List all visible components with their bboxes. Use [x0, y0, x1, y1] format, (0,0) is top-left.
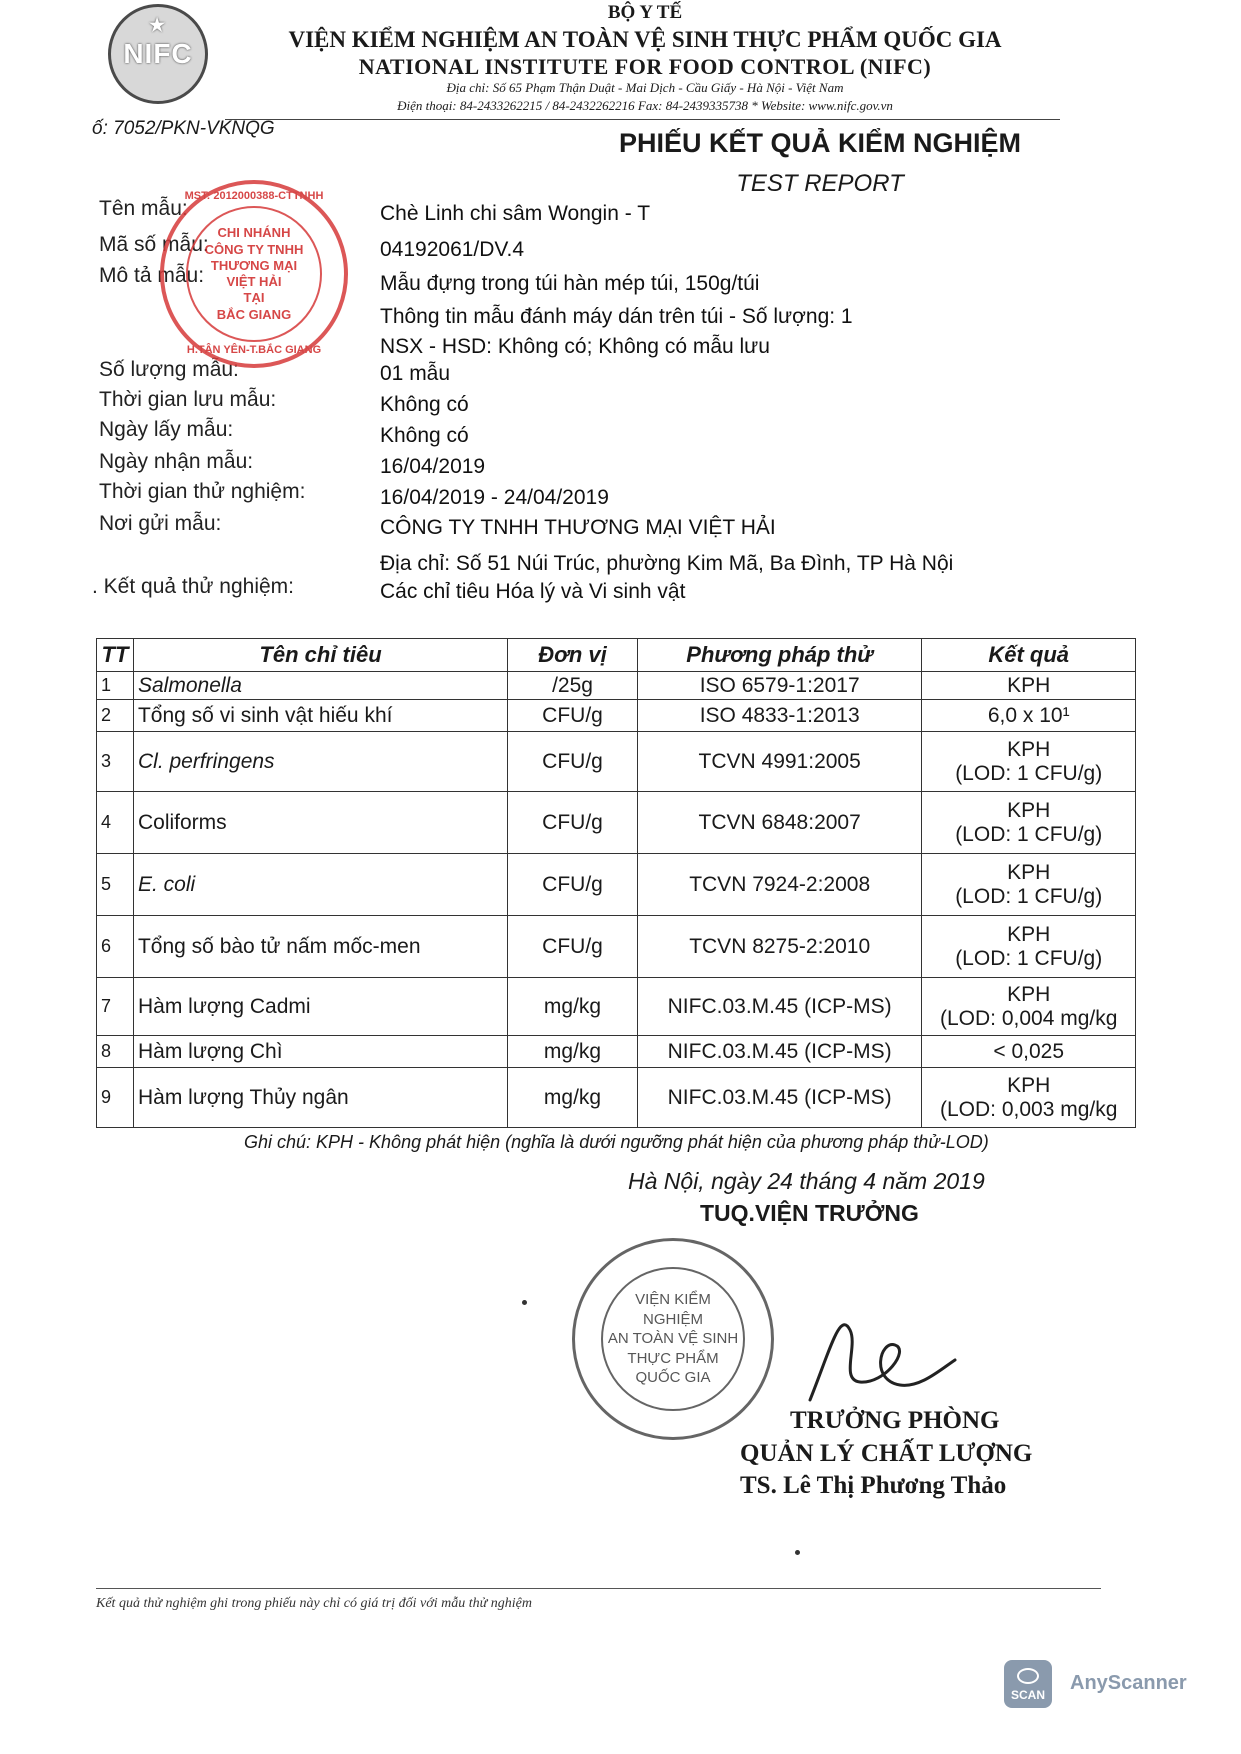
footer-disclaimer: Kết quả thử nghiệm ghi trong phiếu này chỉ có giá trị đối với mẫu thử nghiệm [96, 1596, 532, 1611]
row-method: TCVN 7924-2:2008 [637, 854, 922, 916]
header-result: Kết quả [922, 639, 1136, 672]
stamp-line: CHI NHÁNH [217, 225, 291, 241]
results-table [96, 638, 1136, 1128]
row-method: ISO 4833-1:2013 [637, 700, 922, 732]
scanner-app-name: AnyScanner [1070, 1672, 1187, 1694]
field-label-sender: Nơi gửi mẫu: [99, 512, 222, 535]
institute-contact: Điện thoại: 84-2433262215 / 84-2432262216 Fax: 84-2439335738 * Website: www.nifc.gov.vn [397, 98, 893, 113]
institute-stamp [572, 1238, 774, 1440]
field-value-test-period: 16/04/2019 - 24/04/2019 [380, 486, 609, 509]
signer-name: TS. Lê Thị Phương Thảo [740, 1472, 1007, 1499]
stamp-line: CÔNG TY TNHH [204, 241, 304, 257]
row-item: Tổng số bào tử nấm mốc-men [133, 916, 507, 978]
signer-position-1: TRƯỞNG PHÒNG [790, 1407, 1000, 1434]
field-label-sample-name: Tên mẫu: [99, 197, 188, 220]
report-number: ố: 7052/PKN-VKNQG [92, 118, 275, 139]
row-result-cell [922, 1068, 1136, 1128]
row-no: 4 [97, 792, 134, 854]
row-result: KPH [1007, 982, 1051, 1006]
row-item: Coliforms [133, 792, 507, 854]
row-method: TCVN 4991:2005 [637, 732, 922, 792]
row-no: 9 [97, 1068, 134, 1128]
field-label-result: . Kết quả thử nghiệm: [92, 575, 295, 598]
row-item: Salmonella [133, 672, 507, 700]
field-label-sample-code: Mã số mẫu: [99, 233, 209, 256]
institute-name-en: NATIONAL INSTITUTE FOR FOOD CONTROL (NIFC) [358, 54, 932, 79]
table-row [97, 792, 1136, 854]
row-method: NIFC.03.M.45 (ICP-MS) [637, 1068, 922, 1128]
row-no: 6 [97, 916, 134, 978]
row-item: Tổng số vi sinh vật hiếu khí [133, 700, 507, 732]
row-no: 1 [97, 672, 134, 700]
row-unit: mg/kg [508, 1036, 638, 1068]
scanner-app-icon [1004, 1660, 1052, 1708]
row-result-cell [922, 854, 1136, 916]
row-no: 5 [97, 854, 134, 916]
stamp-line: VIỆT HẢI [226, 274, 282, 289]
field-value-sender: CÔNG TY TNHH THƯƠNG MẠI VIỆT HẢI [380, 516, 776, 539]
row-unit: mg/kg [508, 1068, 638, 1128]
table-row [97, 854, 1136, 916]
row-result-cell [922, 732, 1136, 792]
row-item: Hàm lượng Cadmi [133, 978, 507, 1036]
stamp-line: VIỆN KIỂM NGHIỆM [635, 1291, 711, 1328]
header-method: Phương pháp thử [637, 639, 922, 672]
row-result: 6,0 x 10¹ [922, 700, 1136, 732]
field-value-sampling-date: Không có [380, 424, 469, 447]
speck [795, 1550, 800, 1555]
row-result: KPH [1007, 860, 1051, 884]
row-no: 2 [97, 700, 134, 732]
row-lod: (LOD: 0,003 mg/kg [940, 1097, 1118, 1121]
table-note: Ghi chú: KPH - Không phát hiện (nghĩa là dưới ngưỡng phát hiện của phương pháp thử-LOD) [244, 1132, 989, 1152]
row-unit: mg/kg [508, 978, 638, 1036]
row-lod: (LOD: 1 CFU/g) [955, 946, 1103, 970]
table-row [97, 672, 1136, 700]
row-method: NIFC.03.M.45 (ICP-MS) [637, 978, 922, 1036]
header-divider [225, 119, 1060, 120]
row-result: < 0,025 [922, 1036, 1136, 1068]
row-unit: CFU/g [508, 732, 638, 792]
table-row [97, 978, 1136, 1036]
row-lod: (LOD: 0,004 mg/kg [940, 1006, 1118, 1030]
star-icon: ★ [149, 15, 167, 35]
row-unit: CFU/g [508, 854, 638, 916]
stamp-ring-bottom: H.TÂN YÊN-T.BẮC GIANG [186, 344, 322, 357]
field-label-sample-desc: Mô tả mẫu: [99, 264, 205, 287]
row-method: TCVN 8275-2:2010 [637, 916, 922, 978]
handwritten-signature [800, 1290, 960, 1410]
report-subtitle: TEST REPORT [736, 170, 904, 197]
row-item: Cl. perfringens [133, 732, 507, 792]
row-unit: /25g [508, 672, 638, 700]
footer-divider [96, 1588, 1101, 1589]
table-row [97, 916, 1136, 978]
field-label-test-period: Thời gian thử nghiệm: [99, 480, 306, 503]
table-header-row [97, 639, 1136, 672]
row-method: TCVN 6848:2007 [637, 792, 922, 854]
field-label-retention: Thời gian lưu mẫu: [99, 388, 277, 411]
field-value-result: Các chỉ tiêu Hóa lý và Vi sinh vật [380, 580, 686, 603]
row-lod: (LOD: 1 CFU/g) [955, 761, 1103, 785]
header-item: Tên chỉ tiêu [133, 639, 507, 672]
row-item: Hàm lượng Thủy ngân [133, 1068, 507, 1128]
table-row [97, 1068, 1136, 1128]
speck [522, 1300, 527, 1305]
row-lod: (LOD: 1 CFU/g) [955, 822, 1103, 846]
field-value-sample-desc: Mẫu đựng trong túi hàn mép túi, 150g/túi [380, 272, 760, 295]
field-label-sampling-date: Ngày lấy mẫu: [99, 418, 234, 441]
on-behalf-title: TUQ.VIỆN TRƯỞNG [700, 1200, 919, 1226]
row-lod: (LOD: 1 CFU/g) [955, 884, 1103, 908]
eye-icon [1017, 1668, 1039, 1684]
row-result: KPH [922, 672, 1136, 700]
field-value-quantity: 01 mẫu [380, 362, 451, 385]
header-unit: Đơn vị [508, 639, 638, 672]
row-unit: CFU/g [508, 700, 638, 732]
row-result-cell [922, 792, 1136, 854]
row-no: 3 [97, 732, 134, 792]
field-value-sample-info: Thông tin mẫu đánh máy dán trên túi - Số lượng: 1 [380, 305, 853, 328]
row-method: NIFC.03.M.45 (ICP-MS) [637, 1036, 922, 1068]
institute-name-vi: VIỆN KIỂM NGHIỆM AN TOÀN VỆ SINH THỰC PHẨM QUỐC GIA [288, 27, 1002, 52]
signing-date: Hà Nội, ngày 24 tháng 4 năm 2019 [628, 1168, 985, 1194]
report-title: PHIẾU KẾT QUẢ KIỂM NGHIỆM [618, 128, 1022, 158]
row-result: KPH [1007, 1073, 1051, 1097]
row-unit: CFU/g [508, 792, 638, 854]
table-row [97, 732, 1136, 792]
row-item: E. coli [133, 854, 507, 916]
field-label-quantity: Số lượng mẫu: [99, 358, 239, 381]
field-value-sender-address: Địa chỉ: Số 51 Núi Trúc, phường Kim Mã, Ba Đình, TP Hà Nội [380, 552, 954, 575]
stamp-line: BẮC GIANG [216, 306, 292, 322]
scanner-badge-text: SCAN [1010, 1688, 1045, 1702]
field-label-received-date: Ngày nhận mẫu: [99, 450, 254, 473]
stamp-line: THƯƠNG MẠI [210, 257, 298, 273]
row-unit: CFU/g [508, 916, 638, 978]
stamp-line: QUỐC GIA [635, 1369, 711, 1387]
stamp-line: AN TOÀN VỆ SINH [607, 1330, 739, 1348]
row-result-cell [922, 978, 1136, 1036]
row-item: Hàm lượng Chì [133, 1036, 507, 1068]
signer-position-2: QUẢN LÝ CHẤT LƯỢNG [740, 1440, 1033, 1467]
row-no: 8 [97, 1036, 134, 1068]
row-no: 7 [97, 978, 134, 1036]
nifc-logo [108, 4, 208, 104]
ministry-name: BỘ Y TẾ [607, 2, 683, 23]
institute-address: Địa chỉ: Số 65 Phạm Thận Duật - Mai Dịch - Cầu Giấy - Hà Nội - Việt Nam [446, 80, 844, 95]
logo-text: NIFC [123, 38, 193, 69]
field-value-sample-name: Chè Linh chi sâm Wongin - T [380, 202, 651, 225]
row-result-cell [922, 916, 1136, 978]
row-result: KPH [1007, 922, 1051, 946]
row-result: KPH [1007, 737, 1051, 761]
field-value-mfg-exp: NSX - HSD: Không có; Không có mẫu lưu [380, 335, 770, 358]
stamp-line: THỰC PHẨM [627, 1349, 719, 1367]
field-value-retention: Không có [380, 393, 469, 416]
table-row [97, 1036, 1136, 1068]
header-no: TT [97, 639, 134, 672]
row-result: KPH [1007, 798, 1051, 822]
field-value-sample-code: 04192061/DV.4 [380, 238, 525, 261]
table-row [97, 700, 1136, 732]
stamp-ring-top: MST: 2012000388-CTTNHH [184, 190, 324, 202]
company-stamp [160, 180, 348, 368]
row-method: ISO 6579-1:2017 [637, 672, 922, 700]
stamp-line: TẠI [243, 290, 265, 306]
field-value-received-date: 16/04/2019 [380, 455, 486, 478]
